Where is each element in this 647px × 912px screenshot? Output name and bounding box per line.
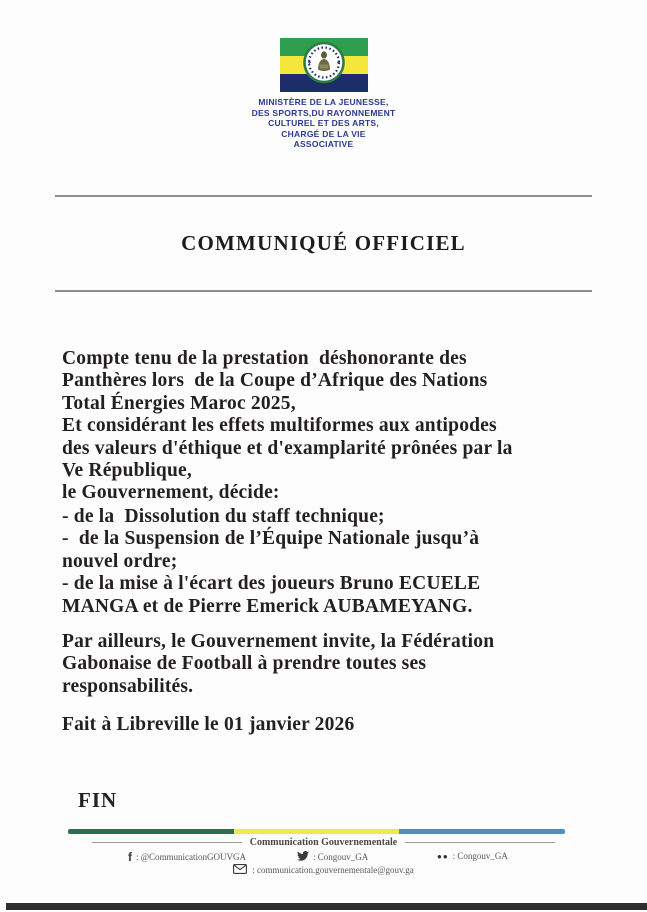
bar-blue [399,829,565,834]
intro-paragraph [62,348,609,505]
ministry-line: MINISTÈRE DE LA JEUNESSE, [258,97,389,107]
gabon-flag-logo [280,38,368,92]
title-rule-top [55,195,592,197]
email-row [0,864,647,876]
facebook-handle-text: : @CommunicationGOUVGA [136,852,247,862]
bar-green [68,829,234,834]
envelope-icon [233,864,247,876]
flickr-icon: ●● [437,851,449,861]
body-line: responsabilités. [62,675,194,697]
closing-paragraph [62,631,609,698]
body-line: Ve République, [62,460,192,482]
body-line: Panthères lors de la Coupe d’Afrique des Nations [62,370,488,392]
email-text: : communication.gouvernementale@gouv.ga [252,865,414,875]
caption-text: Communication Gouvernementale [249,837,398,848]
decision-line: - de la mise à l'écart des joueurs Bruno ECUELE [62,573,481,595]
twitter-handle [297,851,368,863]
flickr-handle-text: : Congouv_GA [452,851,508,861]
twitter-handle-text: : Congouv_GA [313,852,369,862]
caption-line-right [405,842,555,843]
ministry-line: DES SPORTS,DU RAYONNEMENT [251,107,396,118]
social-row [0,851,647,865]
body-line: Total Énergies Maroc 2025, [62,392,296,414]
twitter-icon [297,851,309,863]
decision-line: MANGA et de Pierre Emerick AUBAMEYANG. [62,595,473,617]
ministry-line: CULTUREL ET DES ARTS, [268,118,379,129]
flickr-handle [437,851,508,861]
decision-line: - de la Suspension de l’Équipe Nationale jusqu’à [62,528,480,550]
facebook-icon: f [128,850,132,864]
ministry-name [0,97,647,150]
footer-caption [0,837,647,848]
decision-line: nouvel ordre; [62,550,178,572]
decisions-list [62,506,609,618]
body-line: Par ailleurs, le Gouvernement invite, la Fédération [62,631,495,652]
dateline [62,714,609,736]
body-line: Compte tenu de la prestation déshonorante des [62,348,467,369]
tricolor-bar [68,829,565,834]
republic-seal-icon [303,42,345,89]
ministry-line: ASSOCIATIVE [293,139,354,150]
facebook-handle [128,851,246,863]
body-line: Gabonaise de Football à prendre toutes ses [62,653,427,675]
ministry-line: CHARGÉ DE LA VIE [281,128,366,139]
title-rule-bottom [55,290,592,292]
decision-line: - de la Dissolution du staff technique; [62,506,385,527]
body-line: Et considérant les effets multiformes aux antipodes [62,415,497,437]
bar-yellow [234,829,400,834]
document-title: COMMUNIQUÉ OFFICIEL [181,231,466,255]
fin-label: FIN [78,788,118,812]
body-line: le Gouvernement, décide: [62,482,280,504]
caption-line-left [92,842,242,843]
dateline-text: Fait à Libreville le 01 janvier 2026 [62,714,355,735]
photo-bottom-edge [6,903,647,910]
body-line: des valeurs d'éthique et d'examplarité prônées par la [62,437,513,459]
